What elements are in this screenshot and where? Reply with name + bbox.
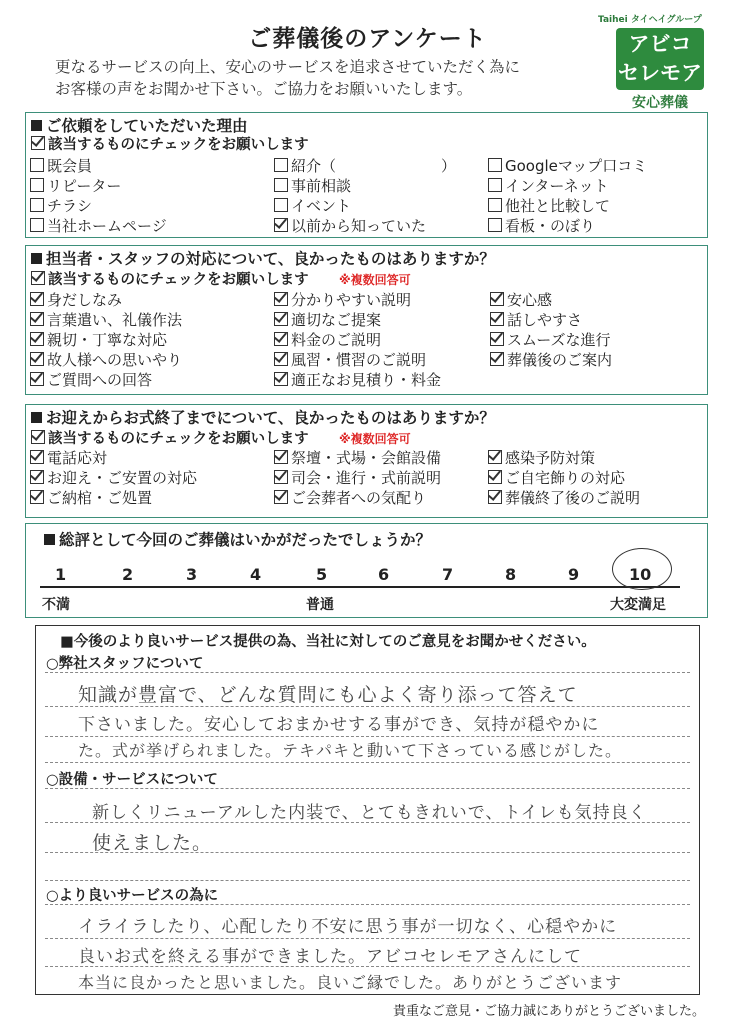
checklist-item-label: 当社ホームページ bbox=[47, 217, 167, 235]
checklist-item-label: 既会員 bbox=[47, 157, 93, 175]
selected-rating-circle bbox=[612, 548, 672, 590]
checklist-item-label: インターネット bbox=[505, 177, 609, 195]
rating-option[interactable]: 1 bbox=[55, 565, 67, 584]
checklist-item[interactable] bbox=[274, 309, 381, 330]
checklist-item-label: 電話応対 bbox=[47, 449, 108, 467]
section-title: 担当者・スタッフの対応について、良かったものはありますか？ bbox=[31, 247, 495, 269]
checklist-item-label: 分かりやすい説明 bbox=[291, 291, 412, 309]
intro-line: 更なるサービスの向上、安心のサービスを追求させていただく為に bbox=[55, 58, 521, 76]
intro-line: お客様の声をお聞かせ下さい。ご協力をお願いいたします。 bbox=[55, 80, 473, 98]
section-title: 総評として今回のご葬儀はいかがだったでしょうか？ bbox=[44, 528, 431, 550]
rating-option[interactable]: 10 bbox=[629, 565, 652, 584]
rating-option[interactable]: 6 bbox=[378, 565, 390, 584]
checklist-item-label: スムーズな進行 bbox=[507, 331, 611, 349]
handwritten-answer-line: 新しくリニューアルした内装で、とてもきれいで、トイレも気持良く bbox=[92, 803, 647, 823]
checklist-item-label: 適正なお見積り・料金 bbox=[291, 371, 442, 389]
checklist-item[interactable] bbox=[30, 487, 152, 508]
section-instruction: 該当するものにチェックをお願いします bbox=[31, 268, 309, 289]
dashed-line bbox=[45, 672, 690, 673]
checkbox-icon[interactable] bbox=[488, 198, 502, 212]
handwritten-answer-line: 下さいました。安心しておまかせする事ができ、気持が穏やかに bbox=[78, 715, 600, 735]
dashed-line bbox=[45, 880, 690, 881]
checkbox-checked-icon[interactable] bbox=[488, 470, 502, 484]
checkbox-icon[interactable] bbox=[488, 178, 502, 192]
handwritten-answer-line: 良いお式を終える事ができました。アビコセレモアさんにして bbox=[78, 947, 582, 967]
checkbox-checked-icon[interactable] bbox=[274, 312, 288, 326]
checklist-item[interactable] bbox=[30, 369, 152, 390]
checklist-item-label: ご自宅飾りの対応 bbox=[505, 469, 626, 487]
page-title: ご葬儀後のアンケート bbox=[248, 26, 487, 52]
checklist-item-label: 言葉遣い、礼儀作法 bbox=[47, 311, 183, 329]
checklist-item[interactable] bbox=[274, 175, 351, 196]
scale-low-label: 不満 bbox=[42, 597, 70, 613]
checkbox-checked-icon[interactable] bbox=[490, 292, 504, 306]
checklist-item-label: 適切なご提案 bbox=[291, 311, 382, 329]
checklist-item[interactable] bbox=[274, 155, 456, 176]
checkbox-checked-icon[interactable] bbox=[30, 490, 44, 504]
checklist-item[interactable] bbox=[490, 329, 611, 350]
checklist-item[interactable] bbox=[274, 487, 426, 508]
question-improvement: ○より良いサービスの為に bbox=[46, 888, 219, 904]
checkbox-checked-icon[interactable] bbox=[488, 490, 502, 504]
checkbox-checked-icon[interactable] bbox=[274, 218, 288, 232]
checklist-item-label: 葬儀後のご案内 bbox=[507, 351, 613, 369]
checklist-item-label: ご会葬者への気配り bbox=[291, 489, 427, 507]
checklist-item[interactable] bbox=[30, 195, 92, 216]
checklist-item-label: 親切・丁寧な対応 bbox=[47, 331, 168, 349]
checklist-item-label: 事前相談 bbox=[291, 177, 352, 195]
checklist-item[interactable] bbox=[488, 447, 595, 468]
checklist-item[interactable] bbox=[490, 349, 612, 370]
checklist-item-label: ご納棺・ご処置 bbox=[47, 489, 153, 507]
checklist-item-label: 葬儀終了後のご説明 bbox=[505, 489, 641, 507]
checklist-item-label: 看板・のぼり bbox=[505, 217, 596, 235]
checklist-item[interactable] bbox=[274, 467, 441, 488]
checkbox-icon[interactable] bbox=[274, 178, 288, 192]
handwritten-answer-line: 使えました。 bbox=[92, 832, 213, 854]
checklist-item[interactable] bbox=[488, 195, 610, 216]
rating-option[interactable]: 7 bbox=[442, 565, 454, 584]
footer-thanks: 貴重なご意見・ご協力誠にありがとうございました。 bbox=[392, 1004, 705, 1019]
dashed-line bbox=[45, 762, 690, 763]
company-logo bbox=[616, 28, 704, 90]
checkbox-icon[interactable] bbox=[30, 198, 44, 212]
rating-option[interactable]: 3 bbox=[186, 565, 198, 584]
checklist-item-label: 紹介（ ） bbox=[291, 157, 457, 175]
checklist-item[interactable] bbox=[30, 349, 182, 370]
checklist-item[interactable] bbox=[490, 309, 582, 330]
checkbox-checked-icon[interactable] bbox=[30, 372, 44, 386]
section-instruction: 該当するものにチェックをお願いします bbox=[31, 133, 309, 154]
checkbox-checked-icon[interactable] bbox=[274, 332, 288, 346]
checklist-item-label: 安心感 bbox=[507, 291, 553, 309]
checklist-item-label: 司会・進行・式前説明 bbox=[291, 469, 442, 487]
checklist-item[interactable] bbox=[30, 309, 182, 330]
checklist-item[interactable] bbox=[30, 289, 122, 310]
checklist-item[interactable] bbox=[274, 329, 381, 350]
section-title: お迎えからお式終了までについて、良かったものはありますか？ bbox=[31, 406, 495, 428]
rating-option[interactable]: 8 bbox=[505, 565, 517, 584]
checklist-item-label: 故人様への思いやり bbox=[47, 351, 183, 369]
checklist-item-label: 他社と比較して bbox=[505, 197, 611, 215]
group-logo-text: Taihei タイヘイグループ bbox=[598, 15, 702, 25]
checklist-item[interactable] bbox=[490, 289, 552, 310]
checklist-item[interactable] bbox=[274, 369, 441, 390]
checkbox-icon[interactable] bbox=[30, 178, 44, 192]
checklist-item-label: 料金のご説明 bbox=[291, 331, 382, 349]
checklist-item-label: ご質問への回答 bbox=[47, 371, 153, 389]
logo-line: アビコ bbox=[628, 32, 692, 56]
checkbox-icon[interactable] bbox=[30, 158, 44, 172]
rating-option[interactable]: 9 bbox=[568, 565, 580, 584]
checkbox-checked-icon[interactable] bbox=[488, 450, 502, 464]
checklist-item[interactable] bbox=[274, 349, 426, 370]
handwritten-answer-line: イライラしたり、心配したり不安に思う事が一切なく、心穏やかに bbox=[78, 917, 618, 937]
section-title: ご依頼をしていただいた理由 bbox=[31, 114, 248, 136]
dashed-line bbox=[45, 938, 690, 939]
checkbox-checked-icon[interactable] bbox=[274, 470, 288, 484]
checkbox-checked-icon[interactable] bbox=[274, 372, 288, 386]
checkbox-checked-icon[interactable] bbox=[274, 450, 288, 464]
opinion-heading: ■今後のより良いサービス提供の為、当社に対してのご意見をお聞かせください。 bbox=[60, 634, 596, 650]
dashed-line bbox=[45, 788, 690, 789]
checkbox-checked-icon[interactable] bbox=[30, 312, 44, 326]
intro-text bbox=[55, 56, 520, 100]
checklist-item[interactable] bbox=[488, 215, 595, 236]
rating-option[interactable]: 5 bbox=[316, 565, 328, 584]
checklist-item[interactable] bbox=[488, 175, 609, 196]
dashed-line bbox=[45, 736, 690, 737]
section-instruction: 該当するものにチェックをお願いします bbox=[31, 427, 309, 448]
checklist-item-label: 身だしなみ bbox=[47, 291, 123, 309]
checklist-item[interactable] bbox=[274, 447, 441, 468]
checklist-item[interactable] bbox=[274, 215, 426, 236]
logo-subtitle: 安心葬儀 bbox=[632, 95, 688, 111]
checkbox-checked-icon[interactable] bbox=[274, 292, 288, 306]
checklist-item-label: 風習・慣習のご説明 bbox=[291, 351, 427, 369]
checklist-item-label: お迎え・ご安置の対応 bbox=[47, 469, 198, 487]
checkbox-checked-icon[interactable] bbox=[30, 332, 44, 346]
checkbox-checked-icon[interactable] bbox=[30, 352, 44, 366]
checkbox-checked-icon[interactable] bbox=[30, 470, 44, 484]
checklist-item[interactable] bbox=[30, 467, 197, 488]
checkbox-checked-icon[interactable] bbox=[30, 450, 44, 464]
checkbox-checked-icon[interactable] bbox=[274, 490, 288, 504]
checkbox-icon[interactable] bbox=[30, 218, 44, 232]
checkbox-checked-icon[interactable] bbox=[30, 292, 44, 306]
checkbox-icon[interactable] bbox=[488, 158, 502, 172]
checklist-item-label: 祭壇・式場・会館設備 bbox=[291, 449, 442, 467]
rating-option[interactable]: 4 bbox=[250, 565, 262, 584]
checkbox-icon[interactable] bbox=[274, 158, 288, 172]
rating-scale-line bbox=[40, 586, 680, 588]
checklist-item-label: Googleマップ口コミ bbox=[505, 157, 648, 175]
checkbox-icon[interactable] bbox=[274, 198, 288, 212]
rating-option[interactable]: 2 bbox=[122, 565, 134, 584]
checklist-item-label: イベント bbox=[291, 197, 352, 215]
checklist-item[interactable] bbox=[488, 487, 640, 508]
checklist-item[interactable] bbox=[488, 155, 647, 176]
checklist-item-label: チラシ bbox=[47, 197, 93, 215]
checklist-item[interactable] bbox=[274, 195, 351, 216]
handwritten-answer-line: た。式が挙げられました。テキパキと動いて下さっている感じがした。 bbox=[78, 741, 623, 760]
question-staff: ○弊社スタッフについて bbox=[46, 656, 204, 672]
multiple-answer-note: ※複数回答可 bbox=[339, 273, 411, 287]
checklist-item[interactable] bbox=[488, 467, 625, 488]
question-facility: ○設備・サービスについて bbox=[46, 772, 218, 788]
scale-mid-label: 普通 bbox=[306, 597, 334, 613]
checklist-item[interactable] bbox=[30, 175, 121, 196]
checklist-item[interactable] bbox=[30, 215, 167, 236]
checkbox-checked-icon[interactable] bbox=[490, 312, 504, 326]
logo-line: セレモア bbox=[618, 61, 702, 85]
checklist-item[interactable] bbox=[30, 329, 167, 350]
checkbox-checked-icon[interactable] bbox=[490, 352, 504, 366]
checklist-item[interactable] bbox=[30, 447, 107, 468]
handwritten-answer-line: 知識が豊富で、どんな質問にも心よく寄り添って答えて bbox=[78, 684, 578, 706]
checklist-item-label: 話しやすさ bbox=[507, 311, 583, 329]
multiple-answer-note: ※複数回答可 bbox=[339, 432, 411, 446]
checklist-item[interactable] bbox=[274, 289, 411, 310]
checklist-item-label: リピーター bbox=[47, 177, 122, 195]
checklist-item[interactable] bbox=[30, 155, 92, 176]
checklist-item-label: 以前から知っていた bbox=[291, 217, 427, 235]
checkbox-icon[interactable] bbox=[488, 218, 502, 232]
checkbox-checked-icon[interactable] bbox=[490, 332, 504, 346]
handwritten-answer-line: 本当に良かったと思いました。良いご縁でした。ありがとうございます bbox=[78, 973, 623, 992]
scale-high-label: 大変満足 bbox=[610, 597, 666, 613]
checklist-item-label: 感染予防対策 bbox=[505, 449, 596, 467]
checkbox-checked-icon[interactable] bbox=[274, 352, 288, 366]
dashed-line bbox=[45, 904, 690, 905]
